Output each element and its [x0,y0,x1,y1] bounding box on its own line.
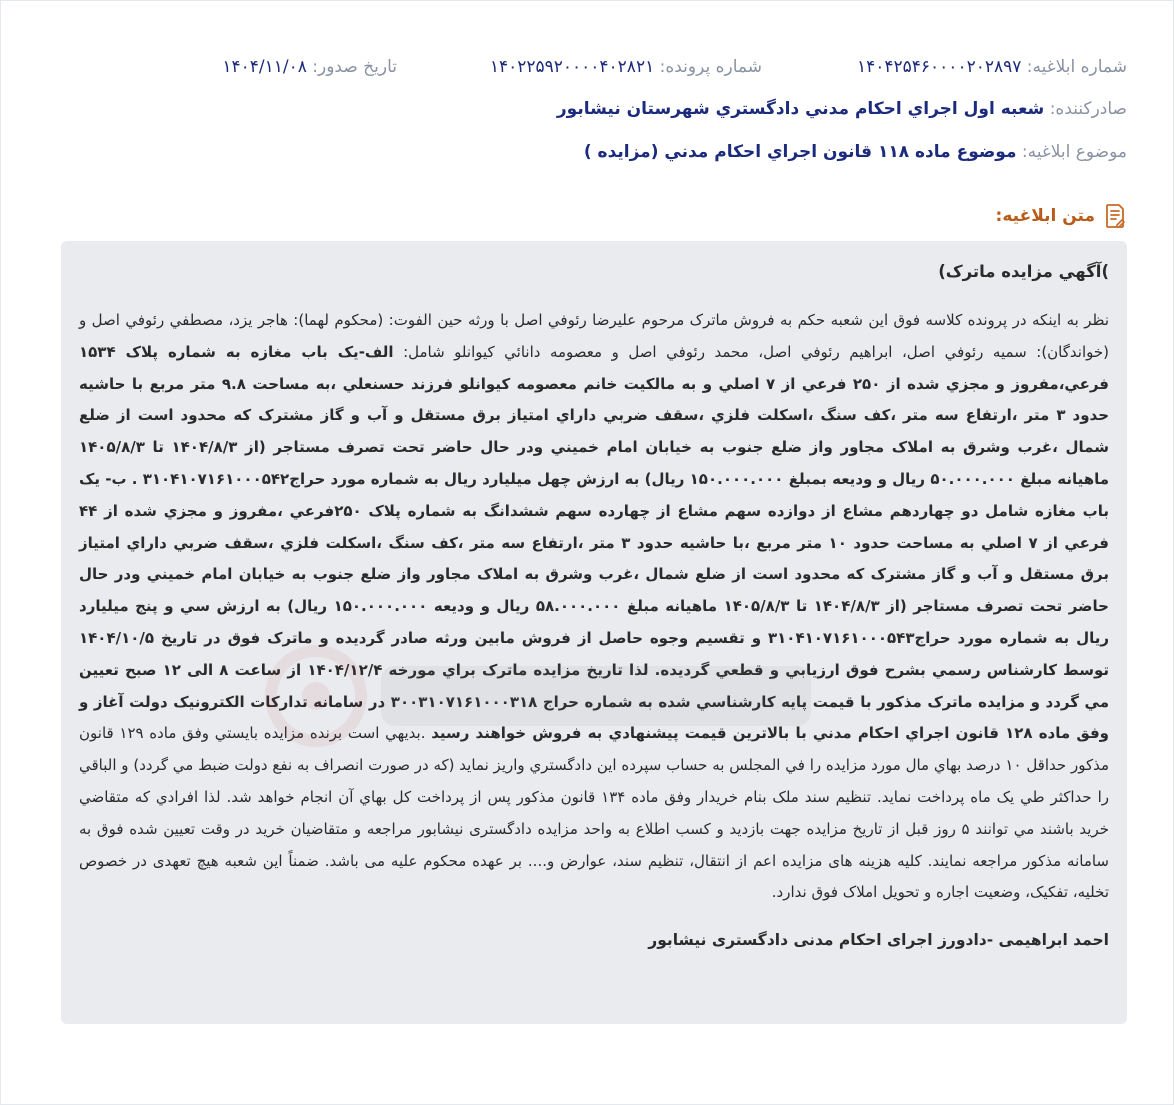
case-number [490,57,762,77]
case-number-label: شماره پرونده: [659,57,762,77]
body-intro: نظر به اينكه در پرونده كلاسه فوق اين شعبه حكم به فروش ماترک مرحوم عليرضا رئوفي اصل با ورثه حين الفوت: (محکوم لهما): هاجر يزد، مصطفي رئوفي اصل و (خواندگان): سميه رئوفي اصل، ابراهيم رئوفي اصل، محمد رئوفي اصل و معصومه دانائي كيوانلو شامل: [79,311,1109,361]
body-rest: .بديهي است برنده مزايده بايستي وفق ماده ۱۲۹ قانون مذكور حداقل ۱۰ درصد بهاي مال مورد مزايده را في المجلس به حساب سپرده اين دادگستري واريز نمايد (كه در صورت انصراف به نفع دولت ضبط مي گردد) و الباقي را حداكثر طي يک ماه پرداخت نمايد. تنظيم سند ملک بنام خريدار وفق ماده ۱۳۴ قانون مذكور پس از پرداخت كل بهاي آن انجام خواهد شد. لذا افرادي كه متقاضي خريد باشند مي توانند ۵ روز قبل از تاريخ مزايده جهت بازديد و کسب اطلاع به واحد مزايده دادگستری نيشابور مراجعه و متقاضيان خريد در وقت تعيين شده فوق به سامانه مذکور مراجعه نمايند. کليه هزينه های مزايده اعم از انتقال، تنظيم سند، عوارض و.... بر عهده محکوم عليه می باشد. ضمناً اين شعبه هيچ تعهدی در خصوص تخليه، تفکيک، وضعيت اجاره و تحويل املاک فوق ندارد. [79,724,1110,902]
notice-body [79,305,1109,909]
issuer-value: شعبه اول اجراي احكام مدني دادگستري شهرستان نيشابور [556,99,1045,119]
document-text-icon [1103,203,1127,229]
case-number-value: ۱۴۰۲۲۵۹۲۰۰۰۰۴۰۲۸۲۱ [489,57,655,77]
body-bold-part: الف-يک باب مغازه به شماره پلاک ۱۵۳۴ فرعي،مفروز و مجزي شده از ۲۵۰ فرعي از ۷ اصلي و به مالكيت خانم معصومه كيوانلو فرزند حسنعلي ،به مساحت ۹.۸ متر مربع با حاشيه حدود ۳ متر ،ارتفاع سه متر ،كف سنگ ،اسكلت فلزي ،سقف ضربي داراي امتياز برق مستقل و آب و گاز مشترک كه محدود است از ضلع شمال ،غرب وشرق به املاک مجاور واز ضلع جنوب به خيابان امام خميني ودر حال حاضر تحت تصرف مستاجر (از ۱۴۰۴/۸/۳ تا ۱۴۰۵/۸/۳ ماهيانه مبلغ ۵۰.۰۰۰.۰۰۰ ريال و وديعه بمبلغ ۱۵۰.۰۰۰.۰۰۰ ريال) به ارزش چهل ميليارد ريال به شماره مورد حراج۳۱۰۴۱۰۷۱۶۱۰۰۰۵۴۲ . ب- يک باب مغازه شامل دو چهاردهم مشاع از دوازده سهم مشاع از چهارده سهم ششدانگ به شماره پلاک ۲۵۰فرعي ،مفروز و مجزي شده از ۴۴ فرعي از ۷ اصلي به مساحت حدود ۱۰ متر مربع ،با حاشيه حدود ۳ متر ،ارتفاع سه متر ،كف سنگ ،اسكلت فلزي ،سقف ضربي داراي امتياز برق مستقل و آب و گاز مشترک كه محدود است از ضلع شمال ،غرب وشرق به املاک مجاور واز ضلع جنوب به خيابان امام خميني ودر حال حاضر تحت تصرف مستاجر (از ۱۴۰۴/۸/۳ تا ۱۴۰۵/۸/۳ ماهيانه مبلغ ۵۸.۰۰۰.۰۰۰ ريال و وديعه ۱۵۰.۰۰۰.۰۰۰ ريال) به ارزش سي و پنج ميليارد ريال به شماره مورد حراج۳۱۰۴۱۰۷۱۶۱۰۰۰۵۴۳ و تقسيم وجوه حاصل از فروش مابين ورثه صادر گرديده و ماترک فوق در تاريخ ۱۴۰۴/۱۰/۵ توسط كارشناس رسمي بشرح فوق ارزيابي و قطعي گرديده. لذا تاريخ مزايده ماترک براي مورخه ۱۴۰۴/۱۲/۴ از ساعت ۸ الی ۱۲ صبح تعيين مي گردد و مزايده ماترک مذكور با قيمت پايه كارشناسي شده به شماره حراج ۳۰۰۳۱۰۷۱۶۱۰۰۰۳۱۸ در سامانه تداركات الكترونيک دولت آغاز و وفق ماده ۱۲۸ قانون اجراي احكام مدني با بالاترين قيمت پيشنهادي به فروش خواهند رسيد [79,342,1110,743]
issue-date [222,57,397,77]
subject-label: موضوع ابلاغیه: [1021,142,1127,162]
section-title: متن ابلاغیه: [995,206,1095,226]
issue-date-label: تاریخ صدور: [312,57,397,77]
subject-value: موضوع ماده ۱۱۸ قانون اجراي احكام مدني (مزايده ) [583,142,1017,162]
notice-number [857,57,1127,77]
issuer-label: صادرکننده: [1049,99,1127,119]
issuer-row [557,99,1127,119]
notice-title: )آگهي مزايده ماترک) [938,262,1109,281]
signature: احمد ابراهيمی -دادورز اجرای احکام مدنی دادگستری نيشابور [648,931,1109,950]
subject-row [584,142,1127,162]
notice-content-box [61,241,1127,1024]
issue-date-value: ۱۴۰۴/۱۱/۰۸ [222,57,307,77]
notice-text-heading [996,201,1127,231]
notice-number-value: ۱۴۰۴۲۵۴۶۰۰۰۰۲۰۲۸۹۷ [857,57,1022,77]
meta-row [41,57,1127,83]
notice-number-label: شماره ابلاغیه: [1026,57,1127,77]
